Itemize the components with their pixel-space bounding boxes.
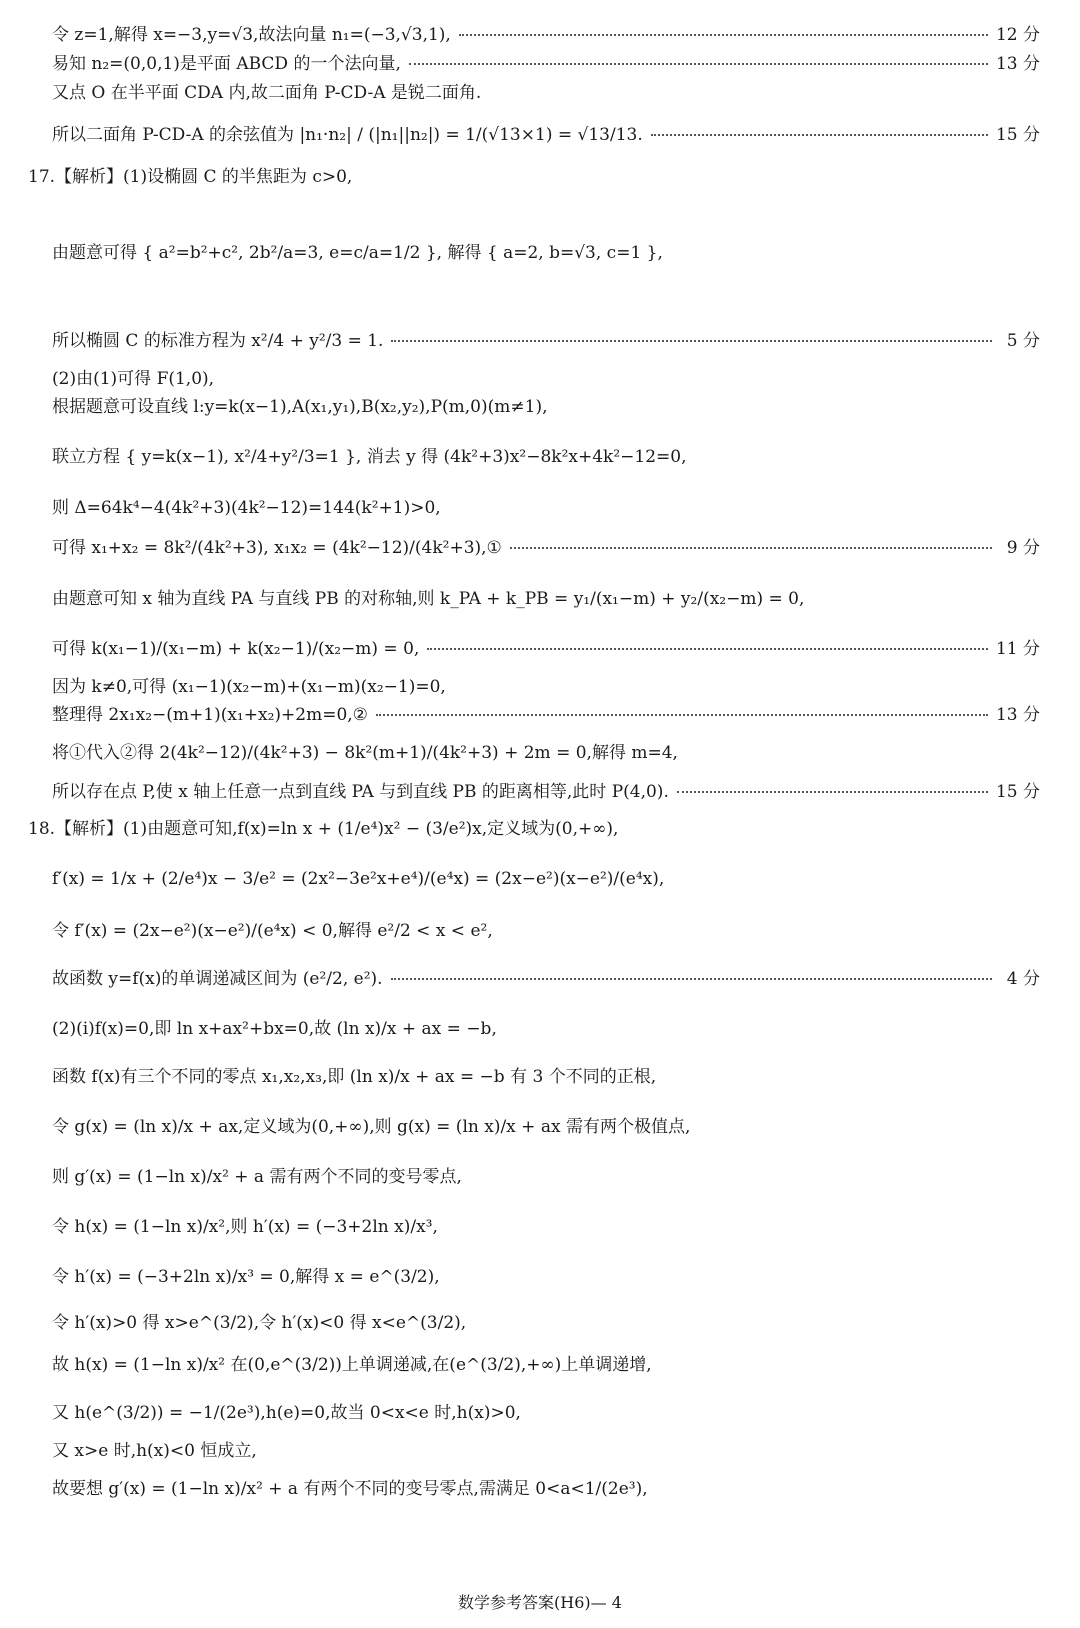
text-line: 整理得 2x₁x₂−(m+1)(x₁+x₂)+2m=0,② 13 分	[52, 705, 1040, 725]
text-line: 令 z=1,解得 x=−3,y=√3,故法向量 n₁=(−3,√3,1), 12 分	[52, 25, 1040, 45]
text-line: 由题意可知 x 轴为直线 PA 与直线 PB 的对称轴,则 k_PA + k_PB = y₁/(x₁−m) + y₂/(x₂−m) = 0,	[52, 589, 805, 609]
text-line: (2)由(1)可得 F(1,0),	[52, 369, 215, 389]
page-footer: 数学参考答案(H6)— 4	[458, 1593, 622, 1612]
text-line: 令 h(x) = (1−ln x)/x²,则 h′(x) = (−3+2ln x)/x³,	[52, 1217, 438, 1237]
text-line: 令 g(x) = (ln x)/x + ax,定义域为(0,+∞),则 g(x) = (ln x)/x + ax 需有两个极值点,	[52, 1117, 691, 1137]
text-line: 可得 x₁+x₂ = 8k²/(4k²+3), x₁x₂ = (4k²−12)/(4k²+3),① 9 分	[52, 538, 1040, 558]
text-line: 令 h′(x) = (−3+2ln x)/x³ = 0,解得 x = e^(3/2),	[52, 1267, 440, 1287]
text-line: 令 f′(x) = (2x−e²)(x−e²)/(e⁴x) < 0,解得 e²/2 < x < e²,	[52, 921, 493, 941]
text-line: 易知 n₂=(0,0,1)是平面 ABCD 的一个法向量, 13 分	[52, 54, 1040, 74]
text-line: f′(x) = 1/x + (2/e⁴)x − 3/e² = (2x²−3e²x+e⁴)/(e⁴x) = (2x−e²)(x−e²)/(e⁴x),	[52, 869, 665, 889]
text-line: 所以存在点 P,使 x 轴上任意一点到直线 PA 与到直线 PB 的距离相等,此时 P(4,0). 15 分	[52, 782, 1040, 802]
text-line: 因为 k≠0,可得 (x₁−1)(x₂−m)+(x₁−m)(x₂−1)=0,	[52, 677, 446, 697]
question-17-heading: 17.【解析】(1)设椭圆 C 的半焦距为 c>0,	[28, 167, 353, 187]
text-line: 又 h(e^(3/2)) = −1/(2e³),h(e)=0,故当 0<x<e 时,h(x)>0,	[52, 1403, 521, 1423]
text-line: (2)(ⅰ)f(x)=0,即 ln x+ax²+bx=0,故 (ln x)/x + ax = −b,	[52, 1019, 497, 1039]
text-line: 又点 O 在半平面 CDA 内,故二面角 P-CD-A 是锐二面角.	[52, 83, 482, 103]
text-line: 可得 k(x₁−1)/(x₁−m) + k(x₂−1)/(x₂−m) = 0, 11 分	[52, 639, 1040, 659]
text-line: 又 x>e 时,h(x)<0 恒成立,	[52, 1441, 257, 1461]
text-line: 函数 f(x)有三个不同的零点 x₁,x₂,x₃,即 (ln x)/x + ax = −b 有 3 个不同的正根,	[52, 1067, 657, 1087]
text-line: 所以椭圆 C 的标准方程为 x²/4 + y²/3 = 1. 5 分	[52, 331, 1040, 351]
text-line: 则 Δ=64k⁴−4(4k²+3)(4k²−12)=144(k²+1)>0,	[52, 498, 441, 518]
question-18-heading: 18.【解析】(1)由题意可知,f(x)=ln x + (1/e⁴)x² − (3/e²)x,定义域为(0,+∞),	[28, 819, 619, 839]
text-line: 则 g′(x) = (1−ln x)/x² + a 需有两个不同的变号零点,	[52, 1167, 462, 1187]
text-line: 故函数 y=f(x)的单调递减区间为 (e²/2, e²). 4 分	[52, 969, 1040, 989]
text-line: 将①代入②得 2(4k²−12)/(4k²+3) − 8k²(m+1)/(4k²+3) + 2m = 0,解得 m=4,	[52, 743, 678, 763]
text-line: 故 h(x) = (1−ln x)/x² 在(0,e^(3/2))上单调递减,在(e^(3/2),+∞)上单调递增,	[52, 1355, 652, 1375]
text-line: 联立方程 { y=k(x−1), x²/4+y²/3=1 }, 消去 y 得 (4k²+3)x²−8k²x+4k²−12=0,	[52, 447, 687, 467]
text-line: 令 h′(x)>0 得 x>e^(3/2),令 h′(x)<0 得 x<e^(3/2),	[52, 1313, 467, 1333]
text-line: 根据题意可设直线 l:y=k(x−1),A(x₁,y₁),B(x₂,y₂),P(m,0)(m≠1),	[52, 397, 548, 417]
text-line: 所以二面角 P-CD-A 的余弦值为 |n₁·n₂| / (|n₁||n₂|) = 1/(√13×1) = √13/13. 15 分	[52, 125, 1040, 145]
text-line: 由题意可得 { a²=b²+c², 2b²/a=3, e=c/a=1/2 }, 解得 { a=2, b=√3, c=1 },	[52, 243, 663, 263]
text-line: 故要想 g′(x) = (1−ln x)/x² + a 有两个不同的变号零点,需满足 0<a<1/(2e³),	[52, 1479, 648, 1499]
